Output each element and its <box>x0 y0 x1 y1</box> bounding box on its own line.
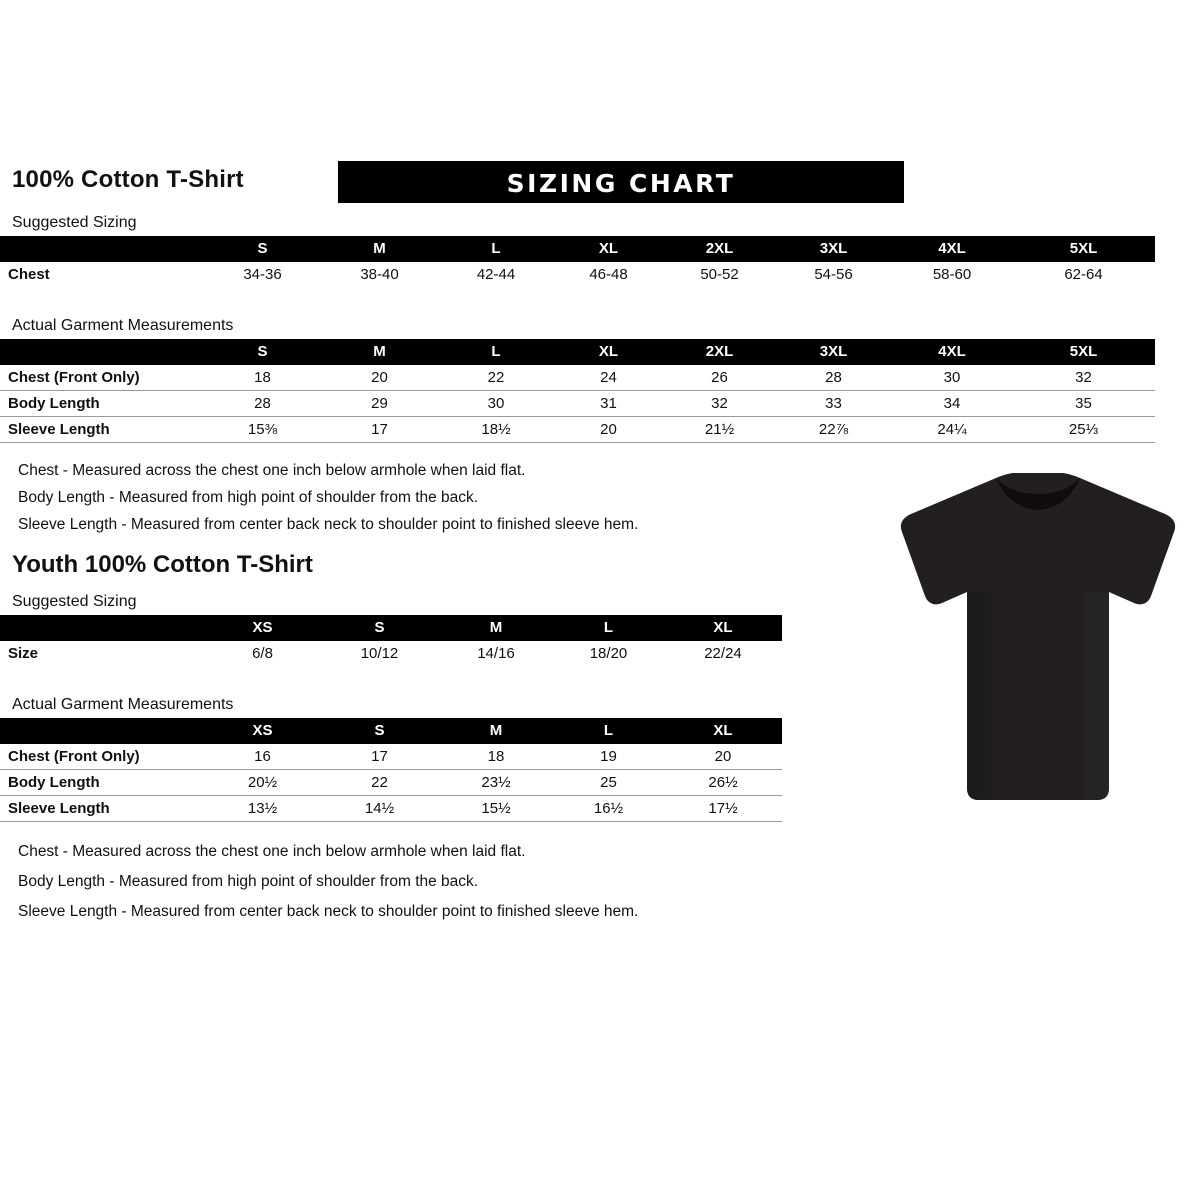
youth-note-chest: Chest - Measured across the chest one inch below armhole when laid flat. <box>18 843 526 860</box>
cell: 19 <box>600 748 617 765</box>
cell: 30 <box>943 369 961 386</box>
table-row <box>0 417 1155 443</box>
table-row <box>0 262 1155 287</box>
cell: 23½ <box>481 774 511 791</box>
col-header: M <box>439 718 553 744</box>
cell: 24¼ <box>937 421 967 438</box>
col-header: M <box>439 615 553 641</box>
cell: 20 <box>600 421 617 438</box>
youth-note-body-length: Body Length - Measured from high point of shoulder from the back. <box>18 873 479 890</box>
youth-actual-measurements-label: Actual Garment Measurements <box>12 696 234 713</box>
cell: 20 <box>371 369 388 386</box>
adult-note-body-length: Body Length - Measured from high point of shoulder from the back. <box>18 489 479 506</box>
cell: 22 <box>487 369 505 386</box>
table-row <box>0 744 782 770</box>
cell: 33 <box>825 395 842 412</box>
col-header: XL <box>553 236 664 262</box>
col-header: S <box>320 718 439 744</box>
table-row <box>0 641 782 666</box>
cell: 42-44 <box>476 266 516 283</box>
adult-note-sleeve-length: Sleeve Length - Measured from center back neck to shoulder point to finished sleeve hem. <box>18 516 639 533</box>
cell: 20½ <box>247 774 278 791</box>
cell: 54-56 <box>814 266 853 283</box>
youth-suggested-sizing-table <box>0 615 782 666</box>
cell: 18½ <box>481 421 511 438</box>
cell: 15½ <box>481 800 511 817</box>
col-header: XS <box>205 615 320 641</box>
col-header: S <box>205 236 320 262</box>
cell: 29 <box>371 395 388 412</box>
cell: 14/16 <box>477 645 515 662</box>
cell: 16 <box>254 748 271 765</box>
cell: 18 <box>487 748 505 765</box>
col-header: XL <box>553 339 664 365</box>
col-header: XL <box>664 718 782 744</box>
cell: 22/24 <box>704 645 742 662</box>
table-header-row <box>0 615 782 641</box>
cell: 17 <box>371 748 388 765</box>
col-header <box>0 615 205 641</box>
cell: 26 <box>711 369 728 386</box>
col-header: 2XL <box>664 339 775 365</box>
cell: 26½ <box>708 774 738 791</box>
col-header: S <box>320 615 439 641</box>
cell: 34 <box>943 395 961 412</box>
youth-actual-measurements-table <box>0 718 782 822</box>
cell: 31 <box>600 395 617 412</box>
col-header: S <box>205 339 320 365</box>
cell: 18 <box>254 369 271 386</box>
cell: 22 <box>371 774 388 791</box>
row-label: Sleeve Length <box>8 800 110 817</box>
row-label: Chest (Front Only) <box>8 748 140 765</box>
table-header-row <box>0 718 782 744</box>
cell: 32 <box>711 395 728 412</box>
adult-suggested-sizing-table <box>0 236 1155 287</box>
table-row <box>0 391 1155 417</box>
col-header: L <box>553 718 664 744</box>
youth-section-title: Youth 100% Cotton T-Shirt <box>12 551 313 578</box>
cell: 22⅞ <box>818 421 849 438</box>
row-label: Body Length <box>8 774 100 791</box>
cell: 28 <box>254 395 271 412</box>
col-header: 4XL <box>892 339 1012 365</box>
table-header-row <box>0 236 1155 262</box>
cell: 15⅜ <box>247 421 278 438</box>
adult-suggested-sizing-label: Suggested Sizing <box>12 214 137 231</box>
cell: 38-40 <box>360 266 399 283</box>
col-header: 2XL <box>664 236 775 262</box>
col-header <box>0 718 205 744</box>
cell: 28 <box>825 369 842 386</box>
col-header: L <box>553 615 664 641</box>
col-header: 3XL <box>775 339 892 365</box>
cell: 32 <box>1075 369 1092 386</box>
cell: 13½ <box>247 800 278 817</box>
sizing-chart-banner <box>338 161 904 203</box>
cell: 14½ <box>364 800 395 817</box>
adult-actual-measurements-label: Actual Garment Measurements <box>12 317 234 334</box>
row-label: Body Length <box>8 395 100 412</box>
table-row <box>0 796 782 822</box>
col-header: L <box>439 236 553 262</box>
cell: 17 <box>371 421 388 438</box>
row-label: Chest <box>8 266 50 283</box>
col-header: M <box>320 236 439 262</box>
col-header <box>0 339 205 365</box>
cell: 24 <box>600 369 617 386</box>
col-header: 5XL <box>1012 236 1155 262</box>
row-label: Size <box>8 645 39 662</box>
col-header <box>0 236 205 262</box>
col-header: M <box>320 339 439 365</box>
cell: 30 <box>487 395 505 412</box>
col-header: L <box>439 339 553 365</box>
cell: 34-36 <box>243 266 282 283</box>
col-header: 5XL <box>1012 339 1155 365</box>
t-shirt-illustration <box>893 470 1183 810</box>
cell: 46-48 <box>589 266 628 283</box>
cell: 16½ <box>593 800 624 817</box>
col-header: 3XL <box>775 236 892 262</box>
col-header: 4XL <box>892 236 1012 262</box>
col-header: XL <box>664 615 782 641</box>
cell: 17½ <box>708 800 738 817</box>
adult-section-title: 100% Cotton T-Shirt <box>12 166 244 193</box>
row-label: Sleeve Length <box>8 421 110 438</box>
youth-note-sleeve-length: Sleeve Length - Measured from center back neck to shoulder point to finished sleeve hem. <box>18 903 639 920</box>
cell: 6/8 <box>252 645 273 662</box>
adult-note-chest: Chest - Measured across the chest one inch below armhole when laid flat. <box>18 462 526 479</box>
sizing-chart-banner-label: SIZING CHART <box>506 169 736 198</box>
cell: 58-60 <box>932 266 972 283</box>
cell: 20 <box>714 748 732 765</box>
cell: 25⅓ <box>1068 421 1099 438</box>
cell: 50-52 <box>700 266 739 283</box>
table-row <box>0 770 782 796</box>
cell: 35 <box>1075 395 1092 412</box>
adult-actual-measurements-table <box>0 339 1155 443</box>
cell: 25 <box>600 774 617 791</box>
cell: 18/20 <box>589 645 628 662</box>
cell: 21½ <box>704 421 735 438</box>
table-header-row <box>0 339 1155 365</box>
t-shirt-icon <box>893 470 1183 810</box>
table-row <box>0 365 1155 391</box>
row-label: Chest (Front Only) <box>8 369 140 386</box>
cell: 10/12 <box>360 645 399 662</box>
cell: 62-64 <box>1064 266 1103 283</box>
youth-suggested-sizing-label: Suggested Sizing <box>12 593 137 610</box>
col-header: XS <box>205 718 320 744</box>
